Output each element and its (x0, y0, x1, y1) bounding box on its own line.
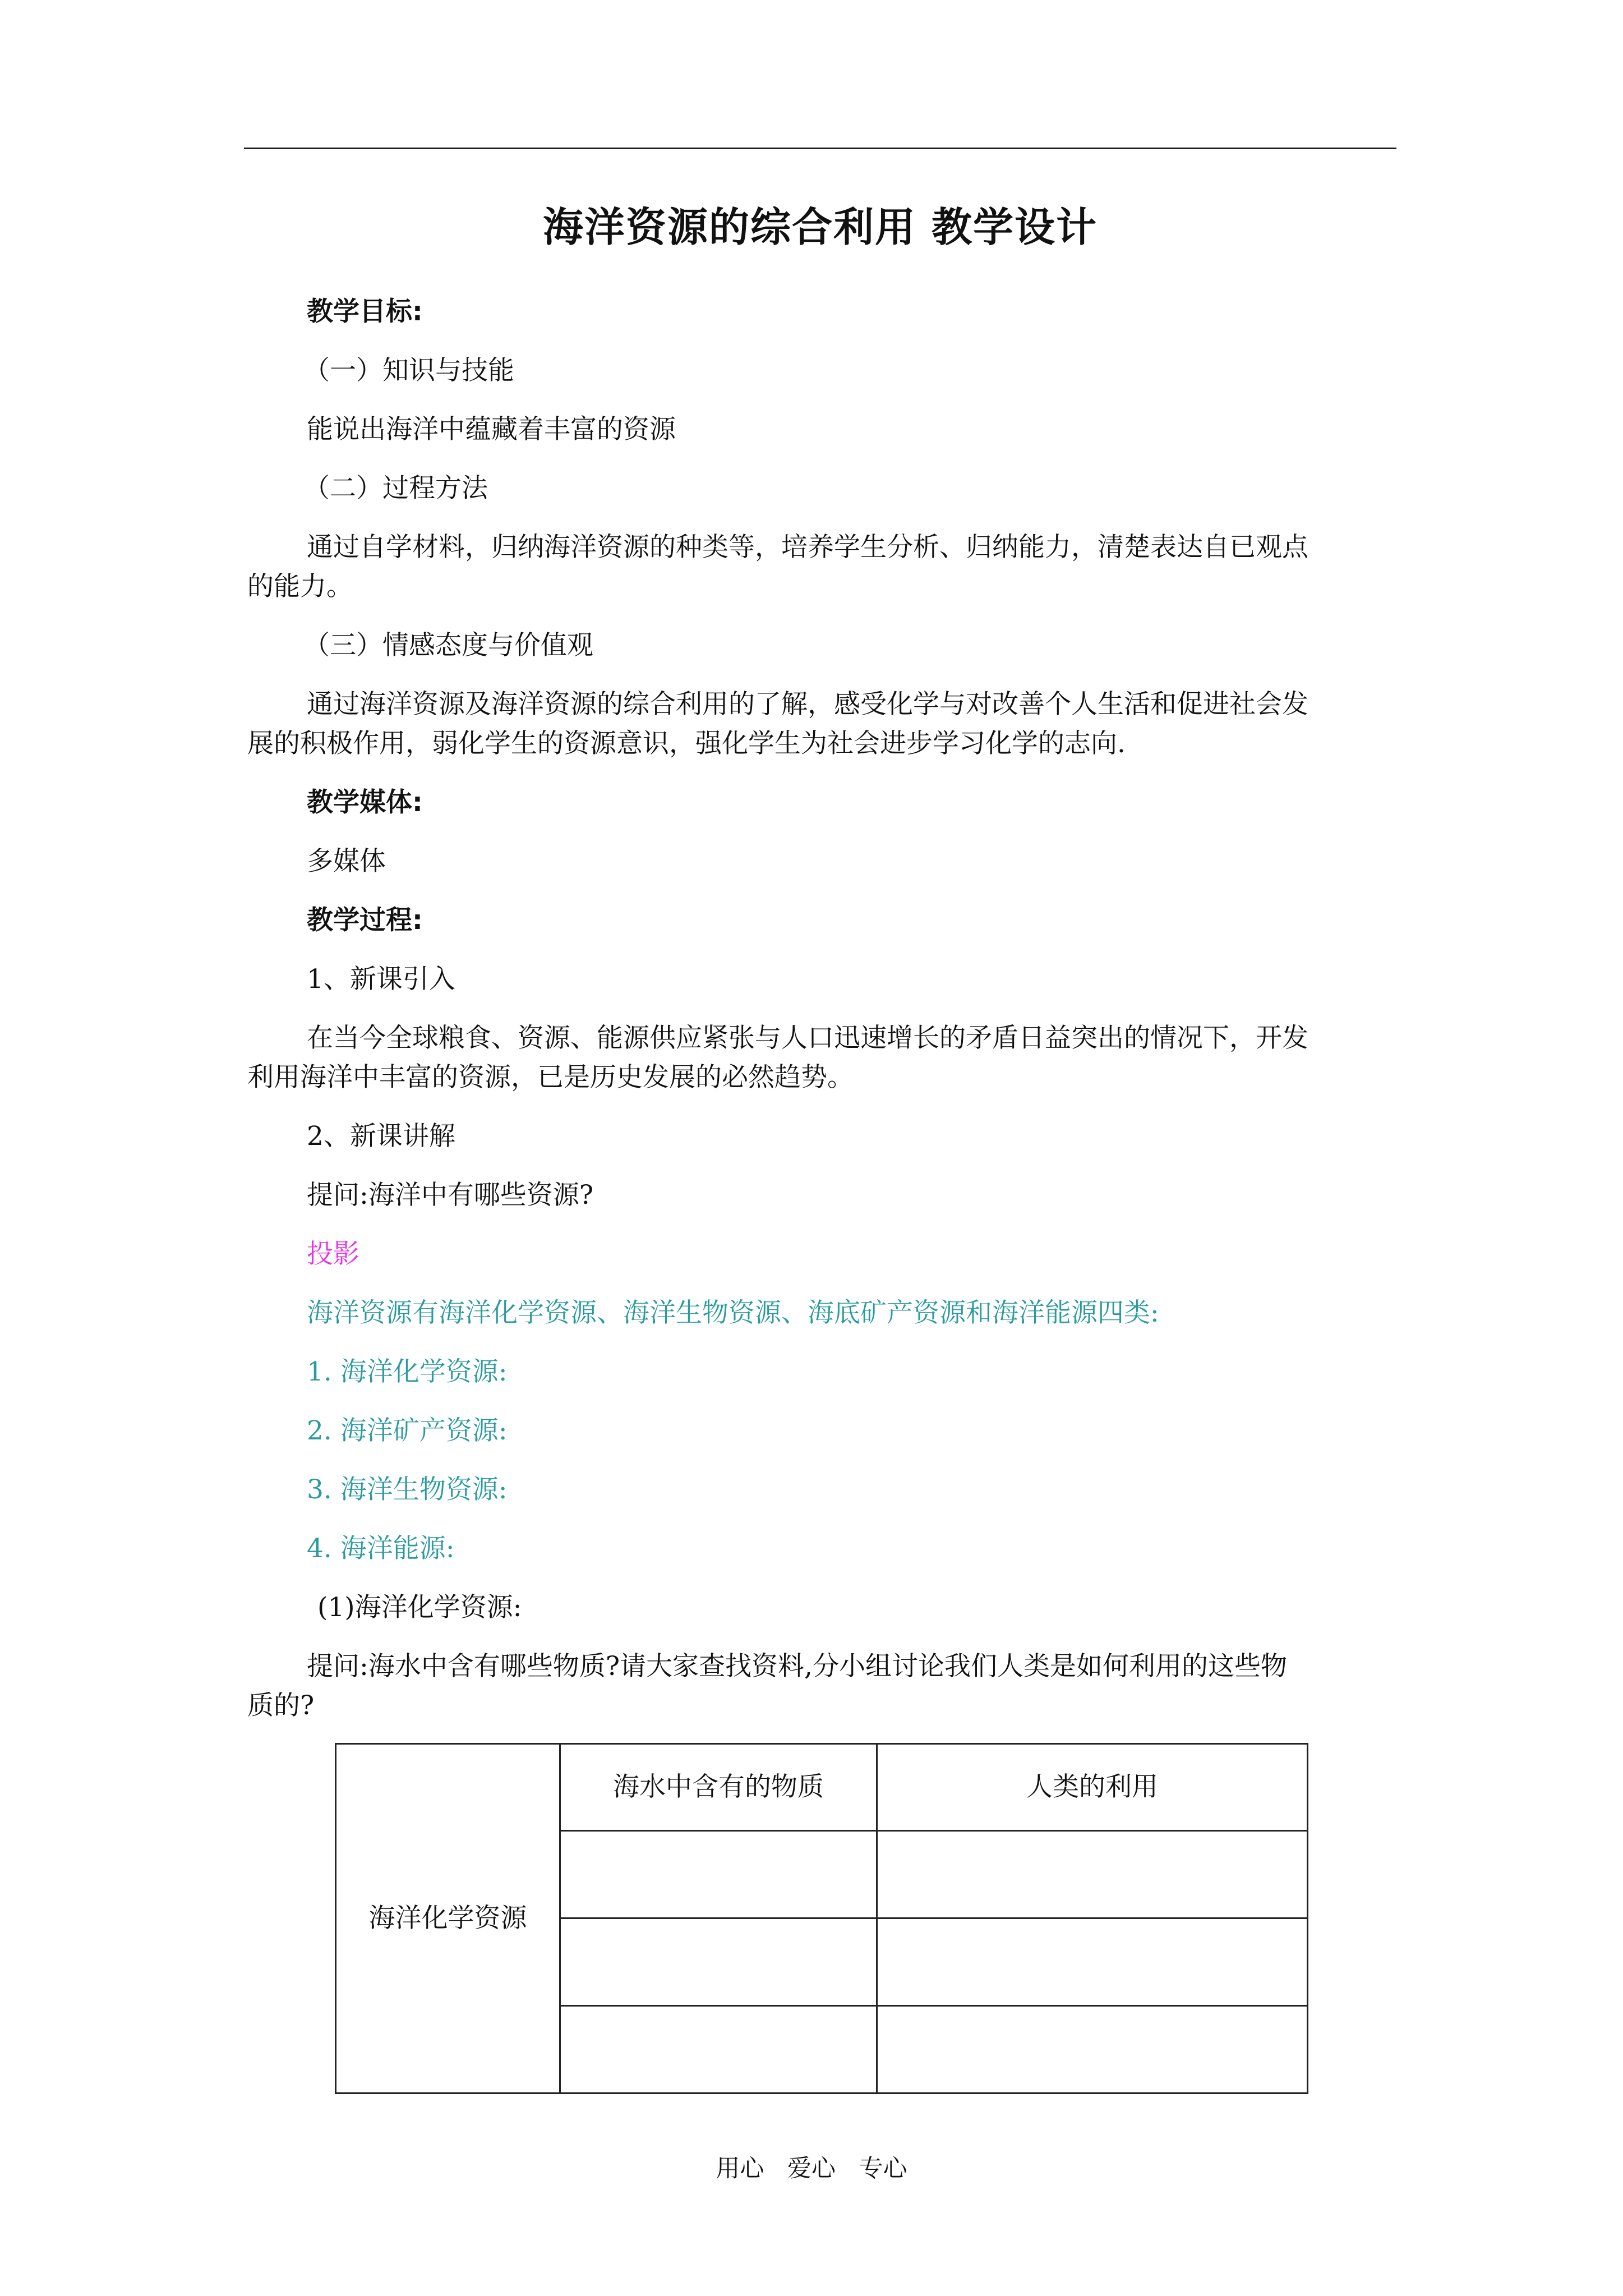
media-text: 多媒体 (307, 846, 386, 877)
emotion-text-line2: 展的积极作用，弱化学生的资源意识，强化学生为社会进步学习化学的志向. (247, 728, 1126, 759)
projection-label: 投影 (307, 1239, 359, 1269)
emotion-heading: （三）情感态度与价值观 (303, 630, 593, 661)
question-2-line1: 提问:海水中含有哪些物质?请大家查找资料,分小组讨论我们人类是如何利用的这些物 (307, 1651, 1287, 1682)
step1-heading: 1、新课引入 (307, 964, 455, 995)
knowledge-text: 能说出海洋中蕴藏着丰富的资源 (307, 414, 676, 445)
emotion-text-line1: 通过海洋资源及海洋资源的综合利用的了解，感受化学与对改善个人生活和促进社会发 (307, 689, 1308, 720)
process-text-line1: 通过自学材料，归纳海洋资源的种类等，培养学生分析、归纳能力，清楚表达自已观点 (307, 532, 1308, 563)
list-item: 3. 海洋生物资源: (307, 1474, 508, 1505)
sub-heading: (1)海洋化学资源: (317, 1592, 522, 1623)
projection-text: 海洋资源有海洋化学资源、海洋生物资源、海底矿产资源和海洋能源四类: (307, 1297, 1159, 1328)
table-header-use: 人类的利用 (877, 1744, 1308, 1831)
step1-text-line1: 在当今全球粮食、资源、能源供应紧张与人口迅速增长的矛盾日益突出的情况下，开发 (307, 1023, 1308, 1053)
table-cell-substance[interactable] (560, 1831, 877, 1918)
knowledge-heading: （一）知识与技能 (303, 355, 514, 386)
objectives-heading: 教学目标: (307, 296, 423, 327)
header-rule (244, 148, 1396, 149)
process-section-heading: 教学过程: (307, 905, 423, 936)
table-cell-use[interactable] (877, 2006, 1308, 2093)
step1-text-line2: 利用海洋中丰富的资源，已是历史发展的必然趋势。 (247, 1062, 854, 1093)
list-item: 4. 海洋能源: (307, 1533, 455, 1564)
media-heading: 教学媒体: (307, 787, 423, 818)
question-1: 提问:海洋中有哪些资源? (307, 1180, 594, 1211)
table-cell-use[interactable] (877, 1831, 1308, 1918)
table-cell-substance[interactable] (560, 2006, 877, 2093)
table-header-substance: 海水中含有的物质 (560, 1744, 877, 1831)
table-cell-substance[interactable] (560, 1918, 877, 2006)
page-footer: 用心 爱心 专心 (716, 2155, 907, 2183)
question-2-line2: 质的? (247, 1690, 315, 1721)
resource-table (335, 1743, 1308, 2094)
page-title: 海洋资源的综合利用 教学设计 (542, 204, 1098, 251)
step2-heading: 2、新课讲解 (307, 1121, 455, 1152)
table-cell-use[interactable] (877, 1918, 1308, 2006)
list-item: 2. 海洋矿产资源: (307, 1415, 508, 1446)
process-text-line2: 的能力。 (247, 571, 353, 602)
list-item: 1. 海洋化学资源: (307, 1356, 508, 1387)
process-heading: （二）过程方法 (303, 473, 488, 504)
table-row-label: 海洋化学资源 (336, 1744, 560, 2093)
